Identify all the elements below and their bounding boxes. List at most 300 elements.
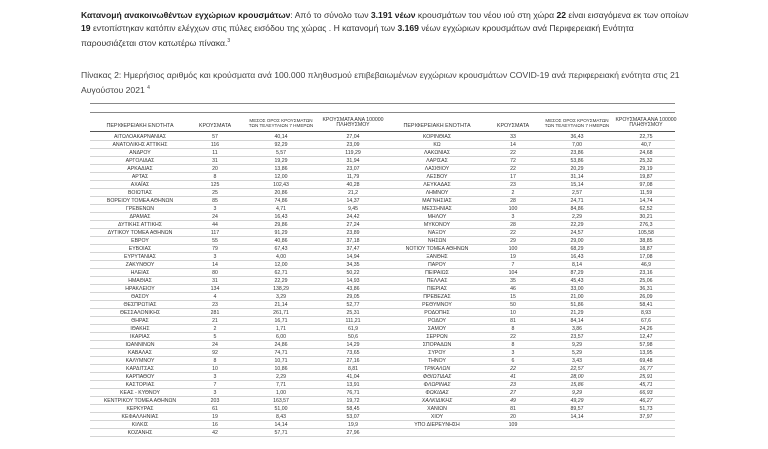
left-cases-cell: 25 (212, 190, 218, 196)
left-avg-cell: 7,71 (275, 382, 287, 388)
left-avg-cell: 92,29 (274, 142, 288, 148)
row-divider (90, 372, 675, 373)
row-divider (90, 260, 675, 261)
left-cases-cell: 23 (212, 302, 218, 308)
table-row (90, 214, 675, 221)
left-region-cell: ΚΕΦΑΛΛΗΝΙΑΣ (121, 414, 159, 420)
left-region-cell: ΓΡΕΒΕΝΩΝ (125, 206, 155, 212)
left-per100k-cell: 27,24 (346, 222, 360, 228)
left-cases-cell: 3 (213, 374, 217, 380)
left-per100k-cell: 50,6 (347, 334, 359, 340)
right-avg-cell: 9,29 (571, 342, 583, 348)
left-per100k-cell: 14,93 (346, 278, 360, 284)
table-row (90, 318, 675, 325)
left-cases-cell: 3 (213, 206, 217, 212)
right-avg-cell: 36,43 (570, 134, 584, 140)
row-divider (90, 428, 675, 429)
header-underline (90, 131, 675, 132)
left-cases-cell: 20 (212, 166, 218, 172)
row-divider (90, 404, 675, 405)
header-avg-left: ΜΕΣΟΣ ΟΡΟΣ ΚΡΟΥΣΜΑΤΩΝ ΤΩΝ ΤΕΛΕΥΤΑΙΩΝ 7 ΗΜΕΡΩΝ (248, 118, 314, 129)
left-avg-cell: 4,00 (275, 254, 287, 260)
header-avg-right: ΜΕΣΟΣ ΟΡΟΣ ΚΡΟΥΣΜΑΤΩΝ ΤΩΝ ΤΕΛΕΥΤΑΙΩΝ 7 ΗΜΕΡΩΝ (544, 118, 610, 129)
table-row (90, 262, 675, 269)
left-cases-cell: 125 (210, 182, 220, 188)
table-row (90, 158, 675, 165)
left-region-cell: ΑΡΓΟΛΙΔΑΣ (125, 158, 155, 164)
right-per100k-cell: 51,73 (639, 406, 653, 412)
table-row (90, 302, 675, 309)
right-per100k-cell: 46,9 (640, 262, 652, 268)
right-region-cell: ΛΑΣΙΘΙΟΥ (424, 166, 450, 172)
right-region-cell: ΠΕΙΡΑΙΩΣ (425, 270, 449, 276)
row-divider (90, 412, 675, 413)
left-avg-cell: 4,71 (275, 206, 287, 212)
left-per100k-cell: 21,2 (347, 190, 359, 196)
left-per100k-cell: 8,81 (347, 366, 359, 372)
right-cases-cell: 27 (510, 390, 516, 396)
right-per100k-cell: 66,93 (639, 390, 653, 396)
right-cases-cell: 6 (511, 358, 515, 364)
right-per100k-cell: 17,08 (639, 254, 653, 260)
row-divider (90, 332, 675, 333)
left-cases-cell: 281 (210, 310, 220, 316)
divider (90, 112, 675, 113)
right-region-cell: ΦΩΚΙΔΑΣ (425, 390, 449, 396)
right-avg-cell: 16,43 (570, 254, 584, 260)
table-caption (81, 69, 691, 96)
right-region-cell: ΣΠΟΡΑΔΩΝ (422, 342, 452, 348)
right-cases-cell: 7 (511, 262, 515, 268)
right-region-cell: ΛΕΥΚΑΔΑΣ (423, 182, 451, 188)
right-cases-cell: 81 (510, 318, 516, 324)
right-region-cell: ΣΑΜΟΥ (427, 326, 447, 332)
left-avg-cell: 1,00 (275, 390, 287, 396)
right-cases-cell: 3 (511, 214, 515, 220)
table-row (90, 334, 675, 341)
right-avg-cell: 89,57 (570, 406, 584, 412)
left-per100k-cell: 25,31 (346, 310, 360, 316)
row-divider (90, 204, 675, 205)
right-cases-cell: 28 (510, 222, 516, 228)
row-divider (90, 292, 675, 293)
intro-bold-4: 3.169 (397, 22, 419, 33)
table-row (90, 398, 675, 405)
right-avg-cell: 2,29 (571, 214, 583, 220)
right-cases-cell: 49 (510, 398, 516, 404)
left-region-cell: ΙΘΑΚΗΣ (130, 326, 150, 332)
left-region-cell: ΗΛΕΙΑΣ (130, 270, 150, 276)
left-region-cell: ΑΙΤΩΛΟΑΚΑΡΝΑΝΙΑΣ (113, 134, 167, 140)
left-per100k-cell: 31,94 (346, 158, 360, 164)
left-cases-cell: 8 (213, 174, 217, 180)
right-per100k-cell: 12,47 (639, 334, 653, 340)
right-avg-cell: 24,71 (570, 198, 584, 204)
left-cases-cell: 16 (212, 422, 218, 428)
left-avg-cell: 91,29 (274, 230, 288, 236)
left-region-cell: ΘΑΣΟΥ (131, 294, 149, 300)
table-row (90, 174, 675, 181)
left-region-cell: ΚΟΖΑΝΗΣ (127, 430, 153, 436)
left-cases-cell: 24 (212, 214, 218, 220)
left-avg-cell: 12,00 (274, 174, 288, 180)
table-row (90, 350, 675, 357)
right-avg-cell: 3,43 (571, 358, 583, 364)
right-avg-cell: 22,29 (570, 222, 584, 228)
right-avg-cell: 15,14 (570, 182, 584, 188)
right-region-cell: ΜΗΛΟΥ (427, 214, 447, 220)
row-divider (90, 172, 675, 173)
left-per100k-cell: 73,65 (346, 350, 360, 356)
table-row (90, 286, 675, 293)
left-cases-cell: 44 (212, 222, 218, 228)
right-cases-cell: 15 (510, 294, 516, 300)
table-row (90, 166, 675, 173)
right-cases-cell: 23 (510, 382, 516, 388)
right-per100k-cell: 40,7 (640, 142, 652, 148)
right-region-cell: ΛΑΡΙΣΑΣ (426, 158, 448, 164)
right-avg-cell: 15,86 (570, 382, 584, 388)
header-region-left: ΠΕΡΙΦΕΡΕΙΑΚΗ ΕΝΟΤΗΤΑ (106, 123, 174, 129)
right-region-cell: ΞΑΝΘΗΣ (426, 254, 448, 260)
left-cases-cell: 19 (212, 414, 218, 420)
left-region-cell: ΚΕΝΤΡΙΚΟΥ ΤΟΜΕΑ ΑΘΗΝΩΝ (103, 398, 177, 404)
left-per100k-cell: 23,07 (346, 166, 360, 172)
right-region-cell: ΧΑΛΚΙΔΙΚΗΣ (421, 398, 453, 404)
left-per100k-cell: 37,47 (346, 246, 360, 252)
right-cases-cell: 22 (510, 166, 516, 172)
right-avg-cell: 5,29 (571, 350, 583, 356)
right-cases-cell: 41 (510, 374, 516, 380)
left-avg-cell: 8,43 (275, 414, 287, 420)
right-avg-cell: 3,86 (571, 326, 583, 332)
row-divider (90, 212, 675, 213)
table-row (90, 422, 675, 429)
table-row (90, 134, 675, 141)
right-avg-cell: 9,29 (571, 390, 583, 396)
row-divider (90, 308, 675, 309)
left-per100k-cell: 50,22 (346, 270, 360, 276)
left-per100k-cell: 24,42 (346, 214, 360, 220)
intro-text-1: : Από το σύνολο των (290, 10, 371, 20)
left-avg-cell: 6,00 (275, 334, 287, 340)
left-per100k-cell: 13,91 (346, 382, 360, 388)
left-per100k-cell: 14,29 (346, 342, 360, 348)
row-divider (90, 388, 675, 389)
header-cases-right: ΚΡΟΥΣΜΑΤΑ (496, 123, 530, 129)
intro-text-2: κρουσμάτων του νέου ιού στη χώρα (415, 10, 557, 20)
right-region-cell: ΜΥΚΟΝΟΥ (423, 222, 451, 228)
right-per100k-cell: 25,91 (639, 374, 653, 380)
right-per100k-cell: 23,16 (639, 270, 653, 276)
left-region-cell: ΖΑΚΥΝΘΟΥ (125, 262, 155, 268)
right-region-cell: ΜΕΣΣΗΝΙΑΣ (422, 206, 452, 212)
left-region-cell: ΒΟΙΩΤΙΑΣ (127, 190, 153, 196)
intro-text-5: νέων εγχώριων κρουσμάτων ανά Περιφερειακή Ενότητα παρουσιάζεται στον κατωτέρω πίνακα. (81, 22, 634, 48)
left-per100k-cell: 23,09 (346, 142, 360, 148)
left-per100k-cell: 52,77 (346, 302, 360, 308)
left-per100k-cell: 27,96 (346, 430, 360, 436)
table-row (90, 358, 675, 365)
left-region-cell: ΑΡΚΑΔΙΑΣ (127, 166, 153, 172)
left-region-cell: ΘΕΣΠΡΩΤΙΑΣ (123, 302, 157, 308)
right-per100k-cell: 58,41 (639, 302, 653, 308)
caption-footnote-ref: 4 (147, 84, 150, 91)
row-divider (90, 268, 675, 269)
left-per100k-cell: 27,16 (346, 358, 360, 364)
right-cases-cell: 22 (510, 150, 516, 156)
right-region-cell: ΡΟΔΟΠΗΣ (424, 310, 450, 316)
right-region-cell: ΠΙΕΡΙΑΣ (426, 286, 448, 292)
right-per100k-cell: 45,71 (639, 382, 653, 388)
left-region-cell: ΙΩΑΝΝΙΝΩΝ (125, 342, 155, 348)
left-avg-cell: 13,86 (274, 166, 288, 172)
left-avg-cell: 16,43 (274, 214, 288, 220)
right-region-cell: ΤΗΝΟΥ (428, 358, 446, 364)
right-per100k-cell: 37,97 (639, 414, 653, 420)
left-region-cell: ΚΕΑΣ - ΚΥΘΝΟΥ (120, 390, 160, 396)
intro-bold-2: 22 (556, 10, 566, 20)
row-divider (90, 220, 675, 221)
table-row (90, 366, 675, 373)
row-divider (90, 140, 675, 141)
left-region-cell: ΚΙΛΚΙΣ (131, 422, 149, 428)
right-avg-cell: 7,00 (571, 142, 583, 148)
left-avg-cell: 22,29 (274, 278, 288, 284)
left-avg-cell: 5,57 (275, 150, 287, 156)
right-avg-cell: 45,43 (570, 278, 584, 284)
header-cases-left: ΚΡΟΥΣΜΑΤΑ (198, 123, 232, 129)
left-region-cell: ΒΟΡΕΙΟΥ ΤΟΜΕΑ ΑΘΗΝΩΝ (106, 198, 174, 204)
left-region-cell: ΘΗΡΑΣ (131, 318, 149, 324)
table-row (90, 190, 675, 197)
right-cases-cell: 46 (510, 286, 516, 292)
table-row (90, 142, 675, 149)
table-row (90, 342, 675, 349)
right-region-cell: ΜΑΓΝΗΣΙΑΣ (422, 198, 452, 204)
right-per100k-cell: 69,48 (639, 358, 653, 364)
header-region-right: ΠΕΡΙΦΕΡΕΙΑΚΗ ΕΝΟΤΗΤΑ (403, 123, 471, 129)
row-divider (90, 380, 675, 381)
row-divider (90, 356, 675, 357)
row-divider (90, 236, 675, 237)
left-per100k-cell: 29,05 (346, 294, 360, 300)
right-per100k-cell: 24,26 (639, 326, 653, 332)
left-per100k-cell: 58,45 (346, 406, 360, 412)
right-avg-cell: 24,57 (570, 230, 584, 236)
left-region-cell: ΙΚΑΡΙΑΣ (130, 334, 150, 340)
left-region-cell: ΚΑΡΔΙΤΣΑΣ (126, 366, 154, 372)
left-cases-cell: 10 (212, 366, 218, 372)
right-region-cell: ΦΘΙΩΤΙΔΑΣ (422, 374, 452, 380)
left-region-cell: ΕΒΡΟΥ (131, 238, 149, 244)
left-per100k-cell: 41,04 (346, 374, 360, 380)
left-cases-cell: 61 (212, 406, 218, 412)
right-per100k-cell: 276,3 (639, 222, 653, 228)
left-cases-cell: 117 (210, 230, 220, 236)
left-per100k-cell: 19,9 (347, 422, 359, 428)
left-avg-cell: 20,86 (274, 190, 288, 196)
right-per100k-cell: 24,68 (639, 150, 653, 156)
left-cases-cell: 21 (212, 318, 218, 324)
left-cases-cell: 31 (212, 278, 218, 284)
table-row (90, 406, 675, 413)
left-per100k-cell: 119,29 (345, 150, 361, 156)
right-cases-cell: 23 (510, 182, 516, 188)
left-avg-cell: 40,14 (274, 134, 288, 140)
left-cases-cell: 31 (212, 158, 218, 164)
row-divider (90, 228, 675, 229)
left-cases-cell: 3 (213, 390, 217, 396)
right-region-cell: ΡΕΘΥΜΝΟΥ (422, 302, 452, 308)
left-per100k-cell: 76,71 (346, 390, 360, 396)
right-per100k-cell: 57,98 (639, 342, 653, 348)
table-row (90, 230, 675, 237)
left-cases-cell: 7 (213, 382, 217, 388)
right-region-cell: ΛΕΣΒΟΥ (426, 174, 448, 180)
left-avg-cell: 261,71 (273, 310, 289, 316)
left-avg-cell: 14,14 (274, 422, 288, 428)
left-avg-cell: 138,29 (273, 286, 289, 292)
right-region-cell: ΧΑΝΙΩΝ (427, 406, 447, 412)
left-cases-cell: 11 (212, 150, 218, 156)
left-region-cell: ΔΥΤΙΚΟΥ ΤΟΜΕΑ ΑΘΗΝΩΝ (107, 230, 173, 236)
right-cases-cell: 100 (508, 246, 518, 252)
row-divider (90, 156, 675, 157)
row-divider (90, 348, 675, 349)
right-cases-cell: 109 (508, 422, 518, 428)
right-per100k-cell: 8,93 (640, 310, 652, 316)
right-avg-cell: 31,14 (570, 174, 584, 180)
row-divider (90, 180, 675, 181)
right-cases-cell: 100 (508, 206, 518, 212)
intro-bold-1: 3.191 νέων (370, 10, 416, 20)
left-avg-cell: 21,14 (274, 302, 288, 308)
left-cases-cell: 42 (212, 430, 218, 436)
right-region-cell: ΤΡΙΚΑΛΩΝ (423, 366, 451, 372)
row-divider (90, 164, 675, 165)
left-cases-cell: 55 (212, 238, 218, 244)
left-per100k-cell: 37,18 (346, 238, 360, 244)
row-divider (90, 148, 675, 149)
right-cases-cell: 8 (511, 342, 515, 348)
table-row (90, 310, 675, 317)
left-region-cell: ΔΥΤΙΚΗΣ ΑΤΤΙΚΗΣ (118, 222, 162, 228)
left-per100k-cell: 40,28 (346, 182, 360, 188)
left-cases-cell: 24 (212, 342, 218, 348)
right-per100k-cell: 29,19 (639, 166, 653, 172)
left-per100k-cell: 61,9 (347, 326, 359, 332)
left-per100k-cell: 9,45 (347, 206, 359, 212)
right-avg-cell: 20,29 (570, 166, 584, 172)
left-region-cell: ΚΕΡΚΥΡΑΣ (126, 406, 154, 412)
left-per100k-cell: 14,94 (346, 254, 360, 260)
right-per100k-cell: 25,06 (639, 278, 653, 284)
row-divider (90, 396, 675, 397)
left-per100k-cell: 43,86 (346, 286, 360, 292)
divider (90, 103, 675, 104)
right-per100k-cell: 16,77 (639, 366, 653, 372)
right-cases-cell: 33 (510, 134, 516, 140)
right-region-cell: ΡΟΔΟΥ (427, 318, 447, 324)
right-per100k-cell: 25,32 (639, 158, 653, 164)
left-cases-cell: 79 (212, 246, 218, 252)
right-region-cell: ΣΥΡΟΥ (428, 350, 446, 356)
right-region-cell: ΛΗΜΝΟΥ (425, 190, 449, 196)
left-avg-cell: 51,00 (274, 406, 288, 412)
left-cases-cell: 14 (212, 262, 218, 268)
right-region-cell: ΚΩ (433, 142, 441, 148)
right-region-cell: ΠΑΡΟΥ (428, 262, 446, 268)
row-divider (90, 364, 675, 365)
right-per100k-cell: 46,27 (639, 398, 653, 404)
right-avg-cell: 14,14 (570, 414, 584, 420)
table-row (90, 294, 675, 301)
left-cases-cell: 80 (212, 270, 218, 276)
right-cases-cell: 81 (510, 406, 516, 412)
right-per100k-cell: 22,75 (639, 134, 653, 140)
left-avg-cell: 29,86 (274, 222, 288, 228)
right-per100k-cell: 105,58 (638, 230, 654, 236)
left-per100k-cell: 34,35 (346, 262, 360, 268)
row-divider (90, 276, 675, 277)
table-row (90, 206, 675, 213)
left-avg-cell: 12,00 (274, 262, 288, 268)
right-avg-cell: 23,57 (570, 334, 584, 340)
right-cases-cell: 22 (510, 334, 516, 340)
left-avg-cell: 10,71 (274, 358, 288, 364)
left-avg-cell: 163,57 (273, 398, 289, 404)
left-region-cell: ΘΕΣΣΑΛΟΝΙΚΗΣ (119, 310, 161, 316)
row-divider (90, 284, 675, 285)
right-avg-cell: 84,14 (570, 318, 584, 324)
row-divider (90, 300, 675, 301)
right-cases-cell: 28 (510, 198, 516, 204)
right-avg-cell: 22,57 (570, 366, 584, 372)
table-row (90, 222, 675, 229)
left-region-cell: ΑΡΤΑΣ (131, 174, 149, 180)
right-avg-cell: 68,29 (570, 246, 584, 252)
right-region-cell: ΣΕΡΡΩΝ (426, 334, 448, 340)
table-row (90, 390, 675, 397)
right-per100k-cell: 11,59 (639, 190, 653, 196)
intro-bold-3: 19 (81, 22, 91, 33)
left-avg-cell: 1,71 (275, 326, 287, 332)
intro-heading: Κατανομή ανακοινωθέντων εγχώριων κρουσμάτων (81, 10, 291, 20)
right-cases-cell: 72 (510, 158, 516, 164)
table-row (90, 414, 675, 421)
left-cases-cell: 8 (213, 358, 217, 364)
right-avg-cell: 8,14 (571, 262, 583, 268)
right-cases-cell: 50 (510, 302, 516, 308)
right-region-cell: ΝΑΞΟΥ (428, 230, 446, 236)
left-avg-cell: 40,86 (274, 238, 288, 244)
left-region-cell: ΑΝΑΤΟΛΙΚΗΣ ΑΤΤΙΚΗΣ (112, 142, 168, 148)
left-cases-cell: 85 (212, 198, 218, 204)
left-cases-cell: 3 (213, 254, 217, 260)
right-cases-cell: 22 (510, 366, 516, 372)
right-avg-cell: 21,00 (570, 294, 584, 300)
right-region-cell: ΝΗΣΩΝ (427, 238, 447, 244)
left-cases-cell: 203 (210, 398, 220, 404)
table-row (90, 182, 675, 189)
table-row (90, 238, 675, 245)
left-per100k-cell: 53,07 (346, 414, 360, 420)
right-cases-cell: 104 (508, 270, 518, 276)
left-avg-cell: 102,43 (273, 182, 289, 188)
right-avg-cell: 33,00 (570, 286, 584, 292)
right-per100k-cell: 38,85 (639, 238, 653, 244)
